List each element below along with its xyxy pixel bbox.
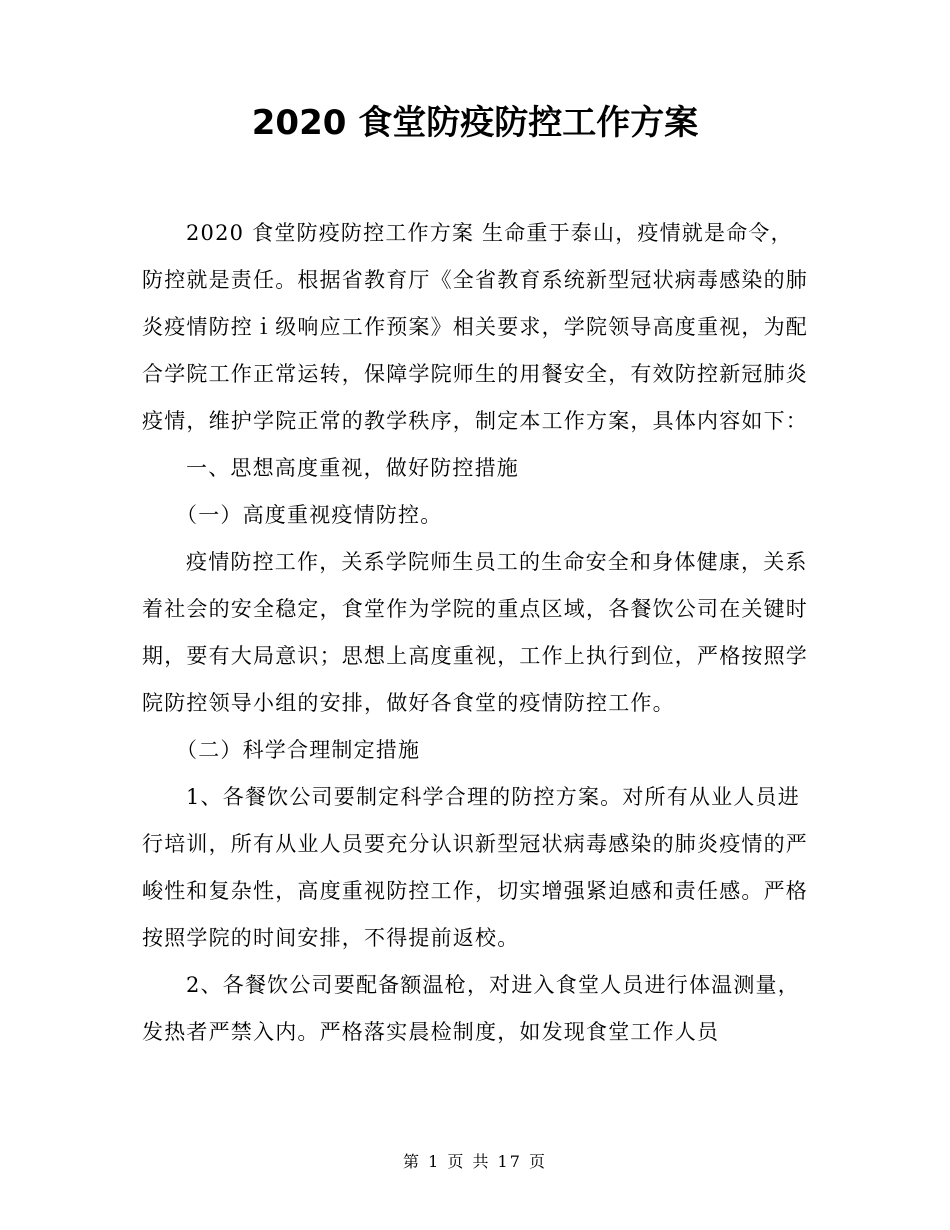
paragraph-subsection-1: 疫情防控工作，关系学院师生员工的生命安全和身体健康，关系着社会的安全稳定，食堂作为学院的重点区域，各餐饮公司在关键时期，要有大局意识；思想上高度重视，工作上执行到位，严格按照学院防控领导小组的安排，做好各食堂的疫情防控工作。 [142, 550, 808, 715]
heading-subsection-1: （一）高度重视疫情防控。 [176, 503, 443, 527]
page-footer: 第 1 页 共 17 页 [403, 1152, 547, 1171]
document-body [142, 210, 808, 1056]
heading-section-1: 一、思想高度重视，做好防控措施 [186, 456, 519, 480]
paragraph-item-2: 2、各餐饮公司要配备额温枪，对进入食堂人员进行体温测量，发热者严禁入内。严格落实晨检制度，如发现食堂工作人员 [142, 973, 800, 1044]
paragraph-item-1: 1、各餐饮公司要制定科学合理的防控方案。对所有从业人员进行培训，所有从业人员要充分认识新型冠状病毒感染的肺炎疫情的严峻性和复杂性，高度重视防控工作，切实增强紧迫感和责任感。严格按照学院的时间安排，不得提前返校。 [142, 785, 808, 950]
heading-subsection-2: （二）科学合理制定措施 [176, 738, 421, 762]
paragraph-intro: 2020 食堂防疫防控工作方案 生命重于泰山，疫情就是命令，防控就是责任。根据省教育厅《全省教育系统新型冠状病毒感染的肺炎疫情防控ｉ级响应工作预案》相关要求，学院领导高度重视，为配合学院工作正常运转，保障学院师生的用餐安全，有效防控新冠肺炎疫情，维护学院正常的教学秩序，制定本工作方案，具体内容如下： [142, 221, 808, 433]
document-title: 2020 食堂防疫防控工作方案 [251, 103, 699, 143]
